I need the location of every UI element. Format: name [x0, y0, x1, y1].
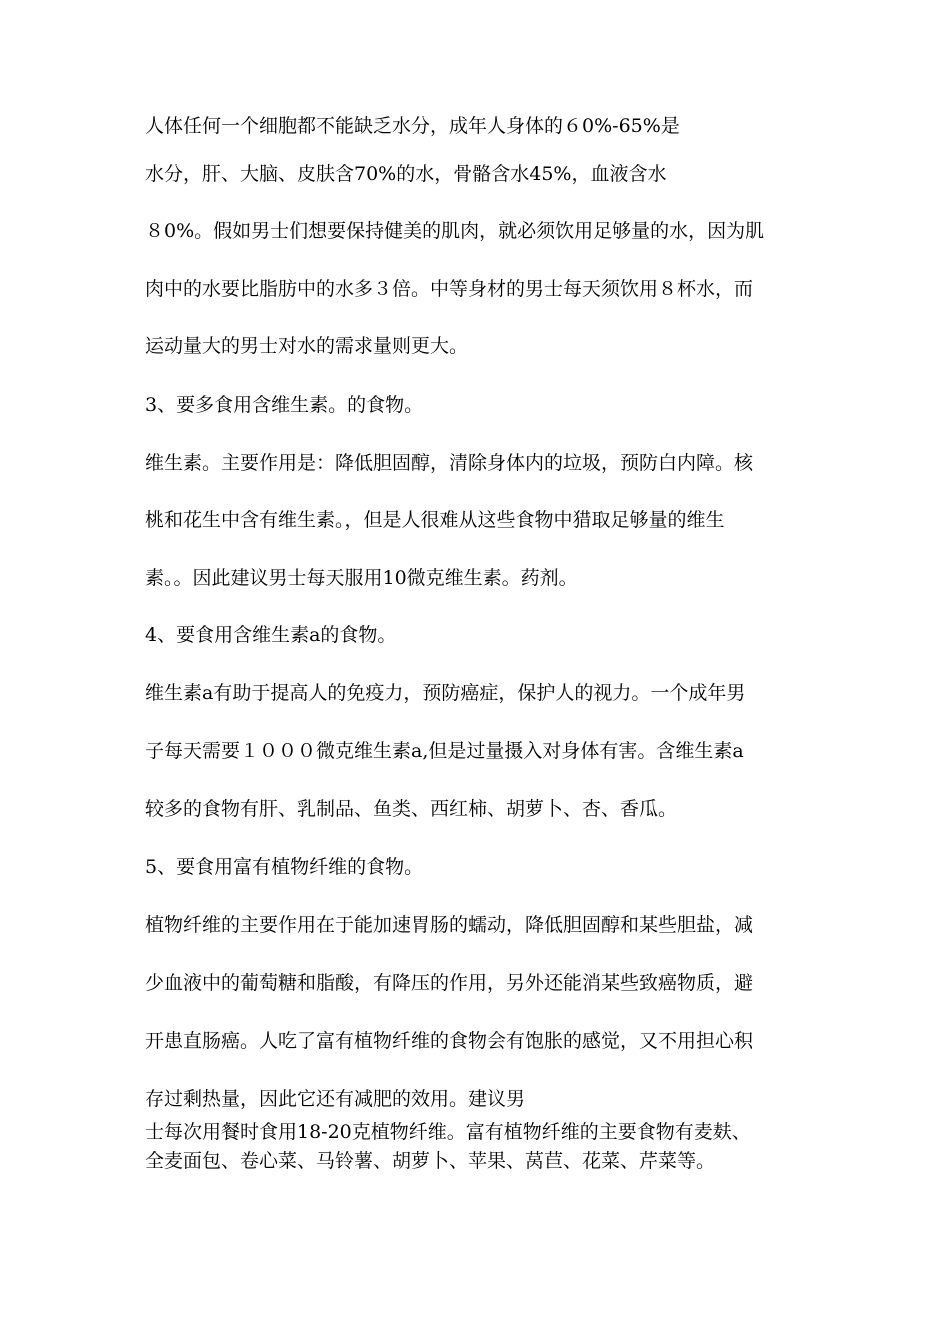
text-line-15: 植物纤维的主要作用在于能加速胃肠的蠕动，降低胆固醇和某些胆盐，减: [145, 914, 754, 936]
text-line-8: 桃和花生中含有维生素。，但是人很难从这些食物中猎取足够量的维生: [145, 509, 725, 531]
text-line-5: 运动量大的男士对水的需求量则更大。: [145, 335, 469, 357]
text-line-18: 存过剩热量，因此它还有减肥的效用。建议男: [145, 1088, 526, 1110]
text-line-9: 素。。因此建议男士每天服用10微克维生素。药剂。: [145, 567, 578, 589]
text-line-4: 肉中的水要比脂肪中的水多３倍。中等身材的男士每天须饮用８杯水，而: [145, 278, 754, 300]
text-line-11: 维生素a有助于提高人的免疫力，预防癌症，保护人的视力。一个成年男: [145, 682, 746, 704]
section-heading-3: 3、要多食用含维生素。的食物。: [145, 394, 424, 416]
text-line-3: ８0%。假如男士们想要保持健美的肌肉，就必须饮用足够量的水，因为肌: [145, 220, 765, 242]
text-line-12: 子每天需要１０００微克维生素a,但是过量摄入对身体有害。含维生素a: [145, 740, 744, 762]
text-line-17: 开患直肠癌。人吃了富有植物纤维的食物会有饱胀的感觉，又不用担心积: [145, 1030, 754, 1052]
text-line-19: 士每次用餐时食用18-20克植物纤维。富有植物纤维的主要食物有麦麸、: [145, 1121, 751, 1143]
text-line-13: 较多的食物有肝、乳制品、鱼类、西红柿、胡萝卜、杏、香瓜。: [145, 798, 678, 820]
text-line-1: 人体任何一个细胞都不能缺乏水分，成年人身体的６0%-65%是: [145, 115, 680, 137]
text-line-2: 水分，肝、大脑、皮肤含70%的水，骨骼含水45%，血液含水: [145, 163, 667, 185]
text-line-16: 少血液中的葡萄糖和脂酸，有降压的作用，另外还能消某些致癌物质，避: [145, 972, 754, 994]
text-line-20: 全麦面包、卷心菜、马铃薯、胡萝卜、苹果、莴苣、花菜、芹菜等。: [145, 1150, 716, 1172]
section-heading-4: 4、要食用含维生素a的食物。: [145, 624, 397, 646]
section-heading-5: 5、要食用富有植物纤维的食物。: [145, 856, 424, 878]
text-line-7: 维生素。主要作用是：降低胆固醇，清除身体内的垃圾，预防白内障。核: [145, 452, 754, 474]
